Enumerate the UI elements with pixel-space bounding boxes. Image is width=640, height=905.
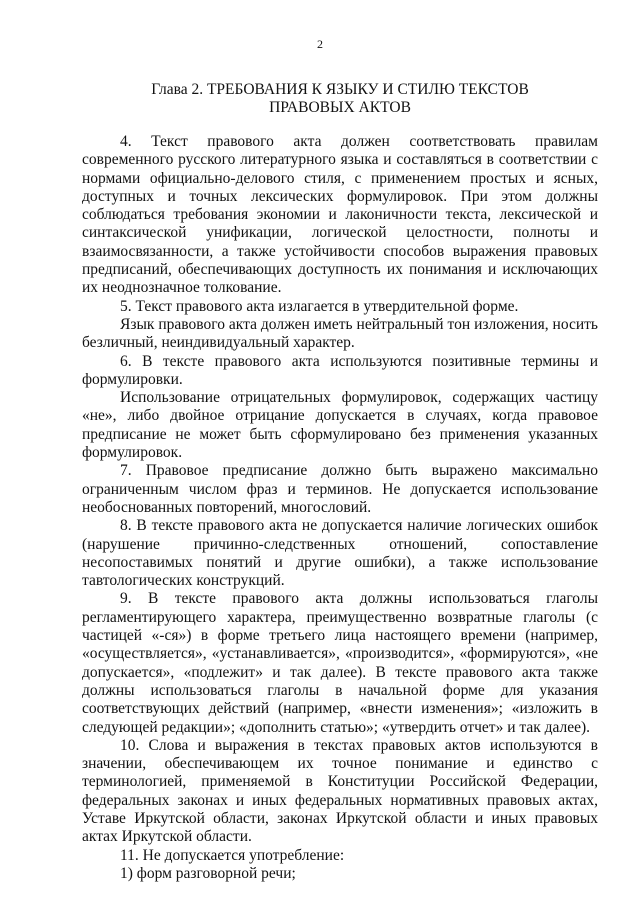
paragraph-item-10: 10. Слова и выражения в текстах правовых актов используются в значении, обеспечивающем их точное понимание и единство с терминологией, применяемой в Конституции Российской Федерации, федеральных законах и иных федеральных нормативных правовых актах, Уставе Иркутской области, законах Иркутской области и иных правовых актах Иркутской области. (82, 736, 598, 846)
chapter-title-line-2: ПРАВОВЫХ АКТОВ (269, 98, 411, 116)
paragraph-item-8: 8. В тексте правового акта не допускается наличие логических ошибок (нарушение причинно-следственных отношений, сопоставление несопоставимых понятий и другие ошибки), а также использование тавтологических конструкций. (82, 517, 598, 590)
paragraph-item-11-sub-1: 1) форм разговорной речи; (120, 864, 296, 882)
paragraph-item-6: 6. В тексте правового акта используются позитивные термины и формулировки. (82, 352, 598, 388)
page-number: 2 (317, 37, 323, 51)
paragraph-item-4: 4. Текст правового акта должен соответствовать правилам современного русского литературного языка и составляться в соответствии с нормами официально-делового стиля, с применением простых и ясных, доступных и точных лексических формулировок. При этом должны соблюдаться требования экономии и лаконичности текста, лексической и синтаксической унификации, логической целостности, полноты и взаимосвязанности, а также устойчивости способов выражения правовых предписаний, обеспечивающих доступность их понимания и исключающих их неоднозначное толкование. (82, 133, 598, 297)
chapter-title (82, 81, 598, 116)
paragraph-negative-wording: Использование отрицательных формулировок, содержащих частицу «не», либо двойное отрицание допускается в случаях, когда правовое предписание не может быть сформулировано без применения указанных формулировок. (82, 389, 598, 462)
paragraph-language-tone: Язык правового акта должен иметь нейтральный тон изложения, носить безличный, неиндивидуальный характер. (82, 315, 598, 352)
chapter-title-line-1: Глава 2. ТРЕБОВАНИЯ К ЯЗЫКУ И СТИЛЮ ТЕКСТОВ (151, 81, 529, 98)
document-body (82, 133, 598, 883)
paragraph-item-7: 7. Правовое предписание должно быть выражено максимально ограниченным числом фраз и терминов. Не допускается использование необоснованных повторений, многословий. (82, 462, 598, 516)
paragraph-item-9: 9. В тексте правового акта должны использоваться глаголы регламентирующего характера, преимущественно возвратные глаголы (с частицей «-ся») в форме третьего лица настоящего времени (например, «осуществляется», «устанавливается», «производится», «формируются», «не допускается», «подлежит» и так далее). В тексте правового акта также должны использоваться глаголы в начальной форме для указания соответствующих действий (например, «внести изменения»; «изложить в следующей редакции»; «дополнить статью»; «утвердить отчет» и так далее). (82, 590, 598, 736)
paragraph-item-11: 11. Не допускается употребление: (120, 846, 345, 864)
paragraph-item-5: 5. Текст правового акта излагается в утвердительной форме. (120, 297, 519, 315)
